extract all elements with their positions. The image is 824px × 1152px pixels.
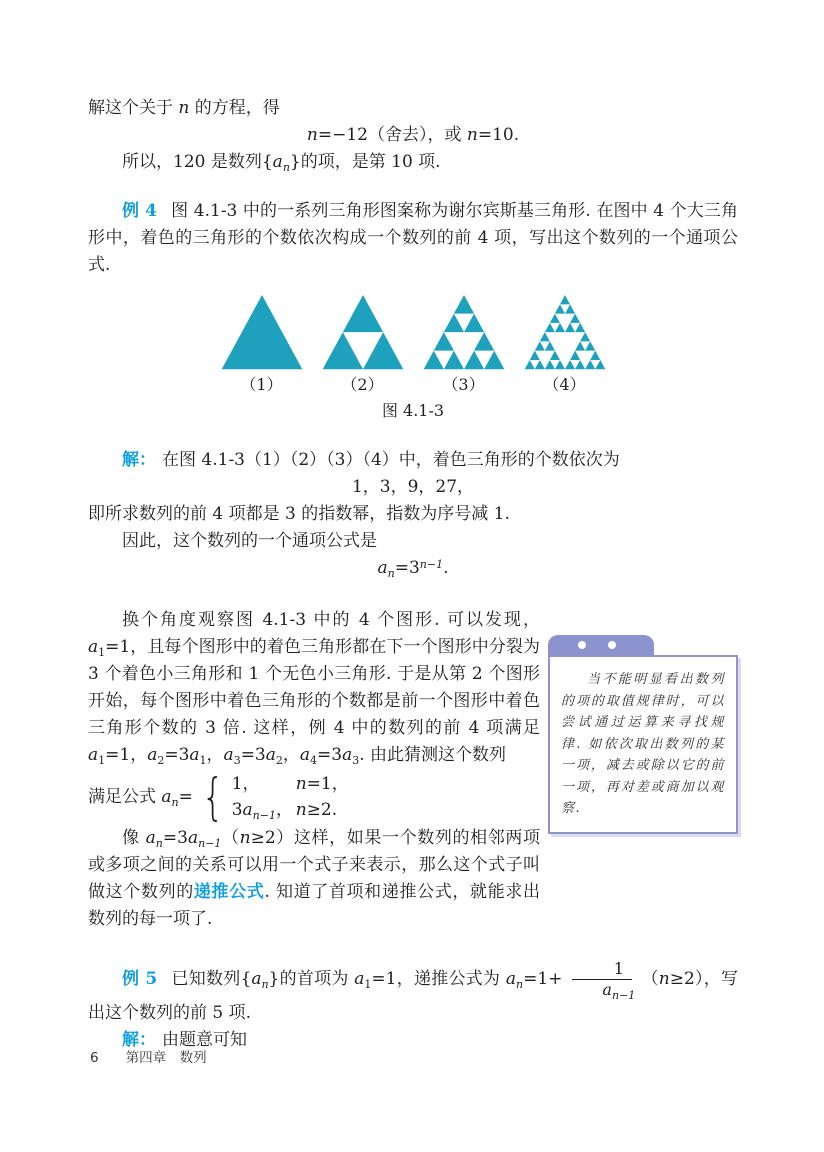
sierpinski-figure-4 [523,293,607,397]
equation-n-values: n=−12（舍去），或 n=10. [306,125,520,145]
fraction-numerator: 1 [572,959,632,980]
tab-dot-icon [578,641,586,649]
figure-caption: 图 4.1-3 [381,401,445,420]
solution4-body: 在图 4.1-3（1）（2）（3）（4）中，着色三角形的个数依次为 [162,450,620,470]
page-footer [90,1046,207,1066]
example5-pre: 已知数列$\{a_n\}$的首项为 $a_1=1$，递推公式为 $a_n=1+$ [171,969,563,991]
paragraph-conclusion: 所以，120 是数列$\{a_n\}$的项，是第 10 项. [122,152,441,174]
right-column [548,607,738,933]
fraction [566,959,637,1000]
paragraph-formula-intro: 因此，这个数列的一个通项公式是 [122,531,377,551]
tab-dot-icon [608,641,616,649]
fraction-denominator: $a_{n-1}$ [602,980,636,1002]
triangle-label-3: （3） [442,375,485,394]
solution5-label: 解： [122,1030,156,1050]
case2-condition: n≥2. [295,800,338,820]
triangle-label-2: （2） [341,375,384,394]
figure-sierpinski [88,293,738,423]
sequence-values: 1，3，9，27， [351,477,475,497]
example4-body: 图 4.1-3 中的一系列三角形图案称为谢尔宾斯基三角形. 在图中 4 个大三角形中，着色的三角形的个数依次构成一个数列的前 4 项，写出这个数列的一个通项公式. [88,201,738,275]
paragraph-observe-recursion: 换个角度观察图 4.1-3 中的 4 个图形. 可以发现，$a_1=1$，且每个图形中的着色三角形都在下一个图形中分裂为 3 个着色小三角形和 1 个无色小三角形. 于是从第 2 个图形开始，每个图形中着色三角形的个数都是前一个图形中着色三角形个数的 3 倍. 这样，例 4 中的数列的前 4 项满足 $a_1=1$，$a_2=3a_1$，$a_3=3a_2$，$a_4=3a_3$. 由此猜测这个数列 [88,610,540,767]
paragraph-power-observation: 即所求数列的前 4 项都是 3 的指数幂，指数为序号减 1. [88,504,510,524]
piecewise-cases [232,771,349,823]
paragraph-solve-equation: 解这个关于 n 的方程，得 [88,98,280,118]
piecewise-case-2 [232,797,349,823]
solution4-paragraph [88,447,738,474]
sierpinski-figure-3 [422,293,506,397]
sierpinski-figure-2 [321,293,405,397]
triangle-label-4: （4） [543,375,586,394]
example5-post: （n≥2），写出这个数列的前 5 项. [88,969,739,1023]
triangle-label-1: （1） [240,375,283,394]
sierpinski-triangle-depth0-image [220,293,304,371]
piecewise-case-1 [232,771,349,797]
piecewise-formula [88,768,540,826]
sierpinski-figure-1 [220,293,304,397]
case1-value: 1， [231,774,260,794]
solution4-label: 解： [122,450,156,470]
page-content [88,95,738,1054]
paragraph-recursion-definition: 像 $a_n=3a_{n-1}(n\ge 2)$这样，如果一个数列的相邻两项或多项之间的关系可以用一个式子来表示，那么这个式子叫做这个数列的递推公式. 知道了首项和递推公式，就能求出数列的每一项了. [88,828,541,929]
chapter-title: 第四章 数列 [125,1050,207,1066]
two-column-region [88,607,738,933]
margin-note [548,635,738,834]
note-tab-icon [548,635,654,655]
triangle-row [88,293,738,397]
case2-value: $3a_{n-1}$， [231,800,293,822]
brace-glyph: { [201,768,224,826]
sierpinski-triangle-depth3-image [523,293,607,371]
equation-general-term: $a_n=3^{n-1}$. [377,558,449,580]
example4-label: 例 4 [122,201,157,221]
note-box [548,655,738,834]
piecewise-lead: 满足公式 $a_n=$ [88,787,193,809]
page-number: 6 [90,1050,99,1066]
left-column [88,607,540,933]
note-text: 当不能明显看出数列的项的取值规律时，可以尝试通过运算来寻找规律. 如依次取出数列的某一项，减去或除以它的前一项，再对差或商加以观察. [561,672,725,816]
example5-label: 例 5 [122,969,158,989]
sierpinski-triangle-depth2-image [422,293,506,371]
example5-paragraph [88,959,738,1027]
example4-paragraph [88,198,738,279]
solution5-body: 由题意可知 [162,1030,247,1050]
sierpinski-triangle-depth1-image [321,293,405,371]
case1-condition: n=1， [295,774,349,794]
